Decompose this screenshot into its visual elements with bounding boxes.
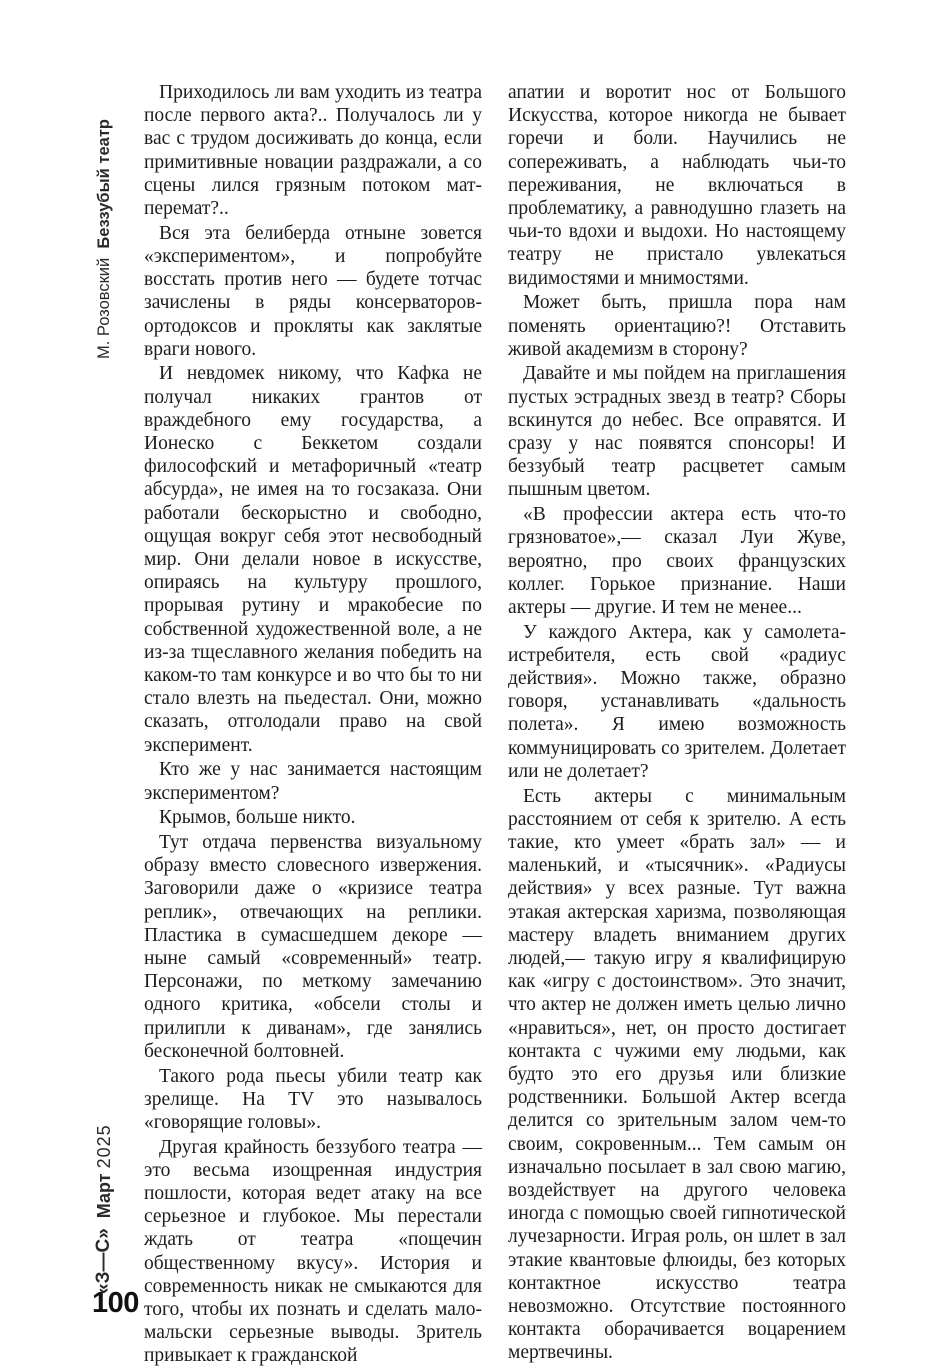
- running-header: [86, 74, 122, 359]
- author-name: М. Розовский: [95, 257, 113, 359]
- paragraph-continued: апатии и воротит нос от Большого Искусства, которое никогда не бывает горечи и боли. Научились не сопереживать, а наблюдать чьи-то переживания, не включаться в проблематику, а равнодушно глазеть на чьи-то вдохи и выдохи. Но настоящему театру не пристало увлекаться видимостями и мнимостями.: [508, 82, 846, 289]
- paragraph: Вся эта белиберда отныне зовется «экспериментом», и попробуйте восстать против него — будете тотчас зачислены в ряды консерваторов-ортодоксов и прокляты как заклятые враги нового.: [144, 222, 482, 360]
- paragraph: Такого рода пьесы убили театр как зрелище. На TV это называлось «говорящие головы».: [144, 1065, 482, 1133]
- magazine-name: «З—С»: [93, 1228, 114, 1294]
- right-text-column: [508, 81, 846, 1366]
- page-number: 100: [92, 1287, 139, 1319]
- spine: [86, 74, 122, 1294]
- paragraph: Тут отдача первенства визуальному образу вместо словесного извержения. Заговорили даже о «кризисе театра реплик», отвечающих на реплики. Пластика в сумасшедшем декоре — ныне самый «современный» театр. Персонажи, по меткому замечанию одного критика, «обсели столы и прилипли к диванам», где занялись бесконечной болтовней.: [144, 832, 482, 1062]
- paragraph: У каждого Актера, как у самолета-истребителя, есть свой «радиус действия». Можно также, образно говоря, устанавливать «дальность полета». Я имею возможность коммуницировать со зрителем. Долетает или не долетает?: [508, 621, 846, 782]
- issue-year: 2025: [94, 1124, 114, 1169]
- paragraph: Крымов, больше никто.: [159, 807, 356, 829]
- paragraph: И невдомек никому, что Кафка не получал никаких грантов от враждебного ему государства, а Ионеско с Беккетом создали философский и метафоричный «театр абсурда», не имея на то госзаказа. Они работали бескорыстно и свободно, ощущая вокруг себя этот несвободный мир. Они делали новое в искусстве, опираясь на культуру прошлого, прорывая рутину и мракобесие по собственной художественной воле, а не из-за тщеславного желания победить на каком-то там конкурсе и во что бы то ни стало влезть на пьедестал. Они, можно сказать, отголодали право на свой эксперимент.: [144, 363, 482, 756]
- paragraph: Приходилось ли вам уходить из театра после первого акта?.. Получалось ли у вас с трудом досиживать до конца, если примитивные новации раздражали, а со сцены лился грязным потоком мат-перемат?..: [144, 82, 482, 220]
- magazine-footer: [86, 1099, 122, 1294]
- paragraph: Может быть, пришла пора нам поменять ориентацию?! Отставить живой академизм в сторону?: [508, 292, 846, 360]
- paragraph: Другая крайность беззубого театра — это весьма изощренная индустрия пошлости, которая ведет атаку на все серьезное и глубокое. Мы перестали ждать от театра «пощечин общественному вкусу». История и современность никак не смыкаются для того, чтобы их познать и сделать мало-мальски серьезные выводы. Зритель привыкает к гражданской: [144, 1136, 482, 1367]
- paragraph: Кто же у нас занимается настоящим экспериментом?: [144, 759, 482, 804]
- issue-month: Март: [94, 1173, 114, 1219]
- paragraph: Давайте и мы пойдем на приглашения пустых эстрадных звезд в театр? Сборы вскинутся до небес. Все оправятся. И сразу у нас появятся спонсоры! И беззубый театр расцветет самым пышным цветом.: [508, 363, 846, 501]
- paragraph: «В профессии актера есть что-то грязноватое»,— сказал Луи Жуве, вероятно, про своих французских коллег. Горькое признание. Наши актеры — другие. И тем не менее...: [508, 504, 846, 618]
- left-text-column: [144, 81, 482, 1369]
- article-title: Беззубый театр: [95, 119, 113, 249]
- paragraph: Есть актеры с минимальным расстоянием от себя к зрителю. А есть такие, кто умеет «брать зал» — и маленький, и «тысячник». «Радиусы действия» у всех разные. Тут важна этакая актерская харизма, позволяющая мастеру владеть вниманием других людей,— такую игру я квалифицирую как «игру с достоинством». Это значит, что актер не должен иметь целью лично «нравиться», нет, он просто достигает контакта с чужими ему людьми, как будто это его друзья или близкие родственники. Большой Актер всегда делится со зрительным залом чем-то своим, сокровенным... Тем самым он изначально посылает в зал свою магию, воздействует на другого человека иногда с помощью своей гипнотической лучезарности. Играя роль, он шлет в зал этакие квантовые флюиды, без которых контактное искусство театра невозможно. Отсутствие постоянного контакта оборачивается воцарением мертвечины.: [508, 785, 846, 1364]
